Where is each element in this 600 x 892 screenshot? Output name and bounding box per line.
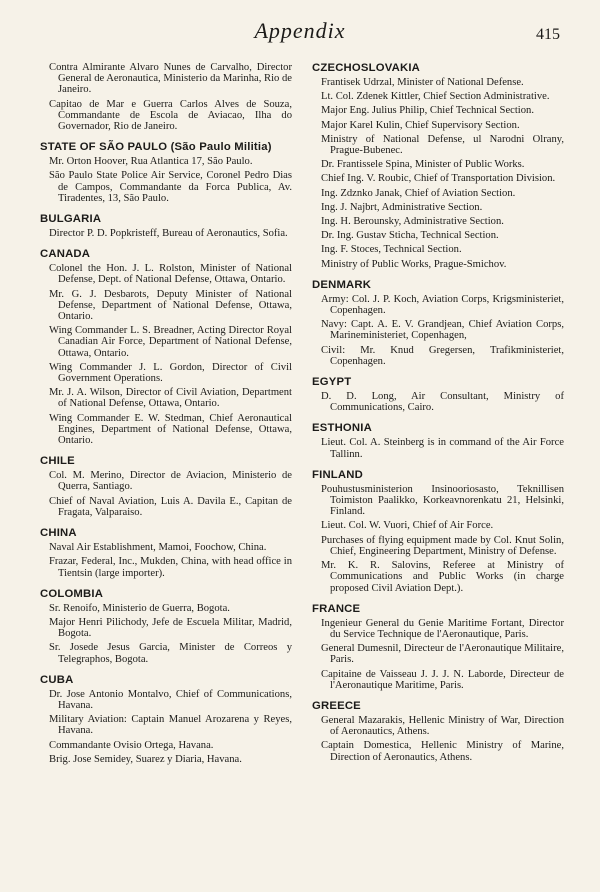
directory-entry: Dr. Ing. Gustav Sticha, Technical Section.	[321, 230, 499, 242]
section-heading: CHINA	[40, 527, 77, 540]
directory-section	[40, 248, 292, 446]
directory-entry: Chief of Naval Aviation, Luis A. Davila E., Capitan de Fragata, Valparaiso.	[49, 495, 292, 518]
directory-entry: Sr. Renoifo, Ministerio de Guerra, Bogota.	[49, 602, 230, 614]
section-heading: COLOMBIA	[40, 587, 104, 600]
directory-section	[40, 674, 292, 765]
directory-entry: Sr. Josede Jesus Garcia, Minister de Correos y Telegraphos, Bogota.	[49, 642, 292, 665]
directory-entry: Mr. Orton Hoover, Rua Atlantica 17, São Paulo.	[49, 156, 253, 168]
directory-entry: Wing Commander J. L. Gordon, Director of Civil Government Operations.	[49, 361, 292, 385]
directory-entry: Ing. H. Berounsky, Administrative Section.	[321, 216, 504, 228]
directory-entry: General Dumesnil, Directeur de l'Aeronautique Militaire, Paris.	[321, 643, 564, 666]
directory-entry: Captain Domestica, Hellenic Ministry of Marine, Direction of Aeronautics, Athens.	[321, 740, 564, 763]
directory-entry: Brig. Jose Semidey, Suarez y Diaria, Havana.	[49, 753, 242, 765]
directory-entry: Lieut. Col. W. Vuori, Chief of Air Force.	[321, 520, 494, 532]
directory-section	[312, 279, 564, 367]
directory-entry: Ing. Zdznko Janak, Chief of Aviation Section.	[321, 187, 516, 199]
section-heading: BULGARIA	[40, 213, 102, 226]
directory-entry: Major Henri Pilichody, Jefe de Escuela Militar, Madrid, Bogota.	[49, 616, 292, 640]
directory-section	[40, 141, 292, 204]
directory-entry: Capitao de Mar e Guerra Carlos Alves de Souza, Commandante de Escola de Aviacao, Ilha do Governador, Rio de Janeiro.	[49, 98, 292, 133]
directory-entry: Dr. Jose Antonio Montalvo, Chief of Communications, Havana.	[49, 688, 292, 711]
section-heading: EGYPT	[312, 376, 352, 389]
directory-entry: Ministry of Public Works, Prague-Smichov.	[321, 258, 507, 270]
directory-entry: Civil: Mr. Knud Gregersen, Trafikministeriet, Copenhagen.	[321, 344, 564, 367]
page-header	[0, 14, 600, 50]
section-heading: CZECHOSLOVAKIA	[312, 62, 421, 74]
right-column	[312, 62, 564, 772]
section-heading: CANADA	[40, 248, 91, 261]
directory-entry: Director P. D. Popkristeff, Bureau of Aeronautics, Sofia.	[49, 228, 288, 240]
directory-entry: Dr. Frantissele Spina, Minister of Public Works.	[321, 159, 525, 171]
directory-entry: Major Eng. Julius Philip, Chief Technical Section.	[321, 105, 534, 117]
directory-entry: Frantisek Udrzal, Minister of National Defense.	[321, 77, 524, 88]
directory-entry: Mr. J. A. Wilson, Director of Civil Aviation, Department of National Defense, Ottawa, Ontario.	[49, 387, 292, 410]
directory-entry: Chief Ing. V. Roubic, Chief of Transportation Division.	[321, 173, 556, 185]
directory-entry: Military Aviation: Captain Manuel Arozarena y Reyes, Havana.	[49, 714, 292, 737]
directory-entry: Colonel the Hon. J. L. Rolston, Minister of National Defense, Dept. of National Defense, Ottawa, Ontario.	[49, 263, 292, 286]
directory-entry: Ingenieur General du Genie Maritime Fortant, Director du Service Technique de l'Aeronautique, Paris.	[321, 617, 564, 640]
directory-entry: Ing. F. Stoces, Technical Section.	[321, 244, 462, 256]
page-number: 415	[536, 26, 560, 43]
directory-entry: Col. M. Merino, Director de Aviacion, Ministerio de Querra, Santiago.	[49, 470, 292, 493]
section-heading: FRANCE	[312, 602, 361, 615]
directory-section	[40, 213, 292, 239]
directory-entry: Naval Air Establishment, Mamoi, Foochow, China.	[49, 542, 267, 554]
directory-section	[40, 455, 292, 518]
directory-entry: Wing Commander E. W. Stedman, Chief Aeronautical Engines, Department of National Defense, Ottawa, Ontario.	[49, 412, 292, 447]
directory-entry: Frazar, Federal, Inc., Mukden, China, with head office in Tientsin (large importer).	[49, 556, 292, 579]
directory-entry: Major Karel Kulin, Chief Supervisory Section.	[321, 119, 520, 131]
directory-entry: São Paulo State Police Air Service, Coronel Pedro Dias de Campos, Commandante da Forca Publica, Av. Tiradentes, 13, São Paulo.	[49, 170, 292, 204]
directory-entry: Lieut. Col. A. Steinberg is in command of the Air Force Tallinn.	[321, 437, 564, 460]
left-column	[40, 62, 292, 774]
directory-entry: Capitaine de Vaisseau J. J. J. N. Laborde, Directeur de l'Aeronautique Maritime, Paris.	[321, 668, 564, 691]
directory-entry: Navy: Capt. A. E. V. Grandjean, Chief Aviation Corps, Marineministeriet, Copenhagen,	[321, 319, 564, 342]
section-heading: GREECE	[312, 699, 361, 712]
section-heading: CHILE	[40, 455, 75, 468]
directory-entry: D. D. Long, Air Consultant, Ministry of Communications, Cairo.	[321, 391, 564, 414]
directory-entry: Pouhustusministerion Insinooriosasto, Teknillisen Toimiston Paalikko, Korkeavnorenkatu 21, Helsinki, Finland.	[321, 483, 564, 518]
directory-entry: Purchases of flying equipment made by Col. Knut Solin, Chief, Engineering Department, Ministry of Defense.	[321, 534, 564, 557]
section-heading: ESTHONIA	[312, 422, 372, 435]
directory-entry: Contra Almirante Alvaro Nunes de Carvalho, Director General de Aeronautica, Ministerio da Marinha, Rio de Janeiro.	[49, 62, 292, 96]
page-title: Appendix	[254, 18, 346, 43]
directory-section	[312, 603, 564, 691]
directory-section	[312, 700, 564, 763]
directory-entry: Wing Commander L. S. Breadner, Acting Director Royal Canadian Air Force, Department of National Defense, Ottawa, Ontario.	[49, 325, 292, 359]
directory-section	[40, 62, 292, 132]
section-heading: DENMARK	[312, 278, 372, 291]
directory-section	[312, 422, 564, 459]
directory-entry: Mr. K. R. Salovins, Referee at Ministry of Communications and Public Works (in charge proposed Civil Aviation Dept.).	[321, 560, 564, 594]
section-heading: CUBA	[40, 673, 74, 686]
directory-section	[40, 527, 292, 579]
directory-section	[312, 62, 564, 270]
directory-entry: Ministry of National Defense, ul Narodni Olrany, Prague-Bubenec.	[321, 133, 564, 157]
directory-entry: Mr. G. J. Desbarots, Deputy Minister of National Defense, Department of National Defense, Ottawa, Ontario.	[49, 288, 292, 323]
directory-entry: Commandante Ovisio Ortega, Havana.	[49, 739, 214, 751]
directory-entry: General Mazarakis, Hellenic Ministry of War, Direction of Aeronautics, Athens.	[321, 714, 564, 738]
directory-entry: Lt. Col. Zdenek Kittler, Chief Section Administrative.	[321, 91, 550, 103]
directory-section	[312, 469, 564, 594]
directory-entry: Army: Col. J. P. Koch, Aviation Corps, Krigsministeriet, Copenhagen.	[321, 293, 564, 317]
section-heading: FINLAND	[312, 468, 363, 481]
directory-entry: Ing. J. Najbrt, Administrative Section.	[321, 201, 483, 213]
section-heading: STATE OF SÃO PAULO (São Paulo Militia)	[40, 141, 272, 154]
directory-section	[312, 376, 564, 413]
directory-section	[40, 588, 292, 665]
